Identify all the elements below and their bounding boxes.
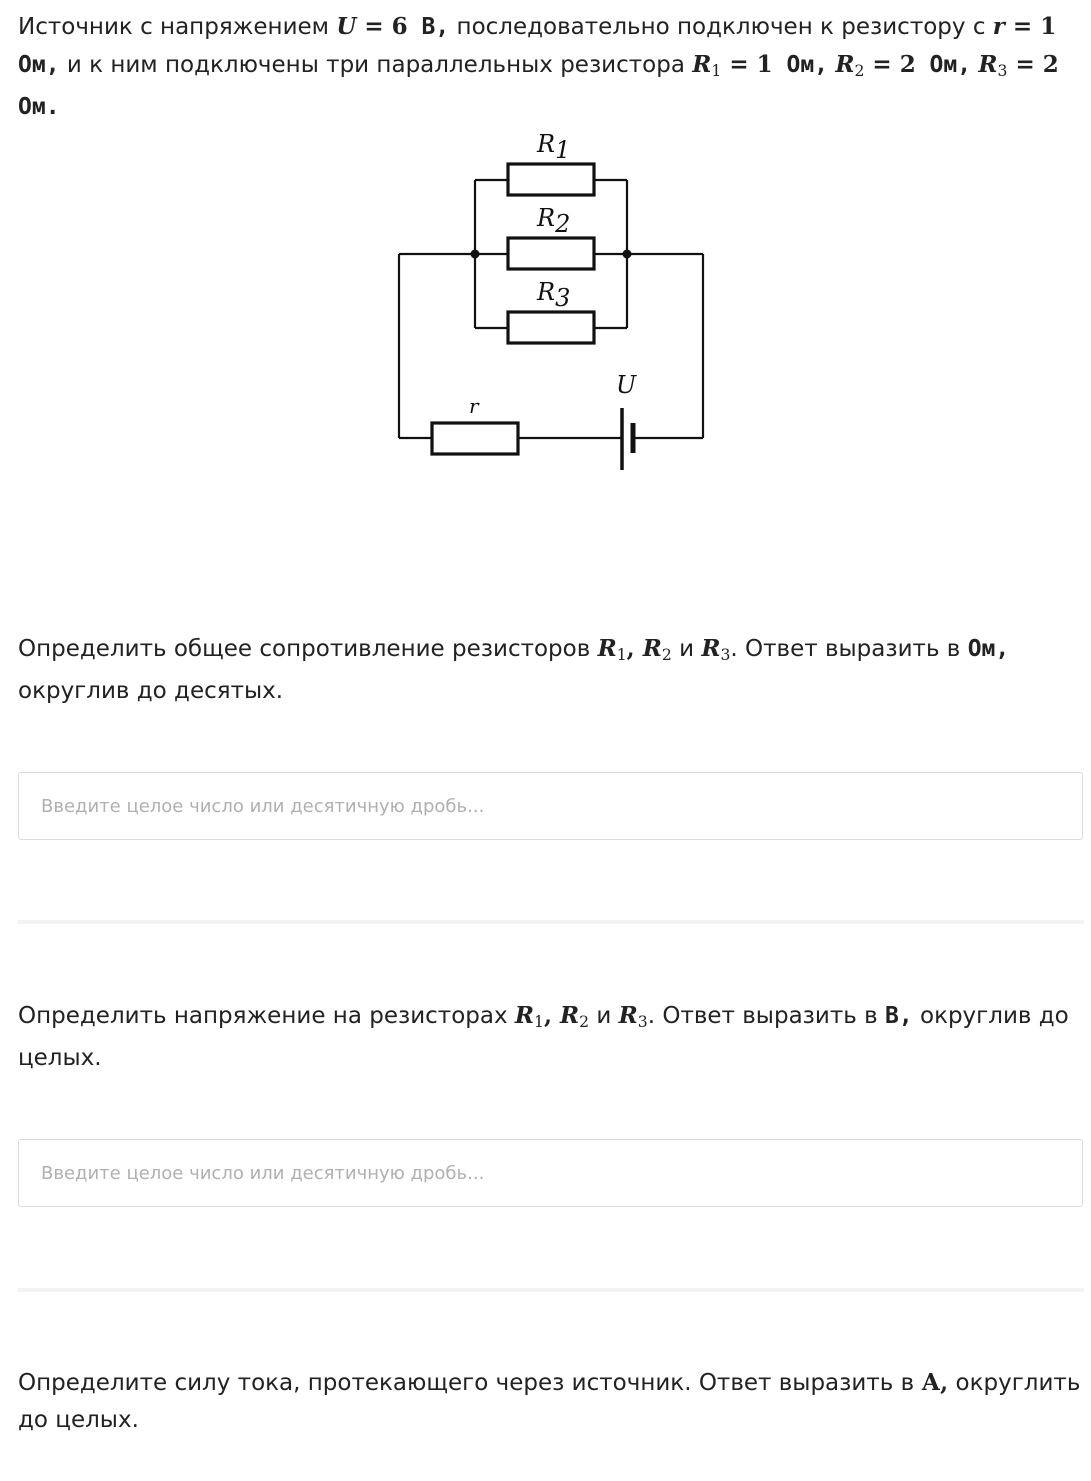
label-r2: R2 (537, 204, 571, 238)
internal-resistance-value: = 1 (1004, 13, 1057, 40)
r1-unit: Ом, (772, 52, 829, 78)
problem-intro-text: и к ним подключены три параллельных резистора (59, 52, 693, 78)
section-divider (18, 1288, 1084, 1292)
junction-node-left (471, 250, 480, 259)
r1-symbol: $R_1$ (692, 51, 722, 80)
q1-r1-symbol: $R_1$ (597, 635, 627, 664)
voltage-value: = 6 (356, 13, 408, 40)
q1-unit: Ом, (967, 636, 1010, 662)
q1-r2-symbol: $R_2$ (634, 635, 672, 664)
q3-unit: А, (921, 1369, 949, 1396)
internal-resistance-symbol: r (992, 13, 1005, 40)
q2-unit: В, (884, 1003, 913, 1029)
problem-intro-text: Источник с напряжением (18, 14, 337, 40)
resistor-r3 (508, 312, 594, 343)
r2-symbol: $R_2$ (835, 51, 865, 80)
q2-r1-symbol: $R_1$ (514, 1002, 544, 1031)
label-r3: R3 (537, 278, 571, 312)
voltage-unit: В, (407, 14, 450, 40)
r3-symbol: $R_3$ (978, 51, 1008, 80)
internal-resistance-unit: Ом, (18, 52, 60, 78)
resistor-r (432, 423, 518, 454)
resistor-r2 (508, 238, 594, 269)
question-3-text: Определите силу тока, протекающего через источник. Ответ выразить в А, округлить до целых. (18, 1369, 1081, 1433)
label-r-internal: r (469, 394, 479, 418)
r3-value: = 2 (1007, 51, 1059, 78)
answer-input-2[interactable] (18, 1139, 1083, 1207)
r2-unit: Ом, (915, 52, 972, 78)
q2-r2-symbol: $R_2$ (551, 1002, 590, 1031)
voltage-symbol: U (336, 13, 357, 40)
q1-r3-symbol: $R_3$ (701, 635, 731, 664)
junction-node-right (623, 250, 632, 259)
resistor-r1 (508, 164, 594, 195)
label-r1: R1 (537, 130, 571, 164)
r3-unit: Ом. (18, 93, 60, 120)
problem-statement (18, 8, 1084, 126)
q2-r3-symbol: $R_3$ (618, 1002, 648, 1031)
r2-value: = 2 (864, 51, 916, 78)
problem-intro-text: последовательно подключен к резистору с (449, 14, 993, 40)
answer-input-1[interactable] (18, 772, 1083, 840)
r1-value: = 1 (721, 51, 773, 78)
question-2-text: Определить напряжение на резисторах $R_1$, $R_2$ и $R_3$. Ответ выразить в В, округлив до целых. (18, 1002, 1069, 1071)
section-divider (18, 920, 1084, 924)
label-u: U (616, 371, 637, 399)
circuit-diagram (380, 120, 730, 480)
question-1-text: Определить общее сопротивление резисторов $R_1$, $R_2$ и $R_3$. Ответ выразить в Ом, округлив до десятых. (18, 635, 1010, 704)
